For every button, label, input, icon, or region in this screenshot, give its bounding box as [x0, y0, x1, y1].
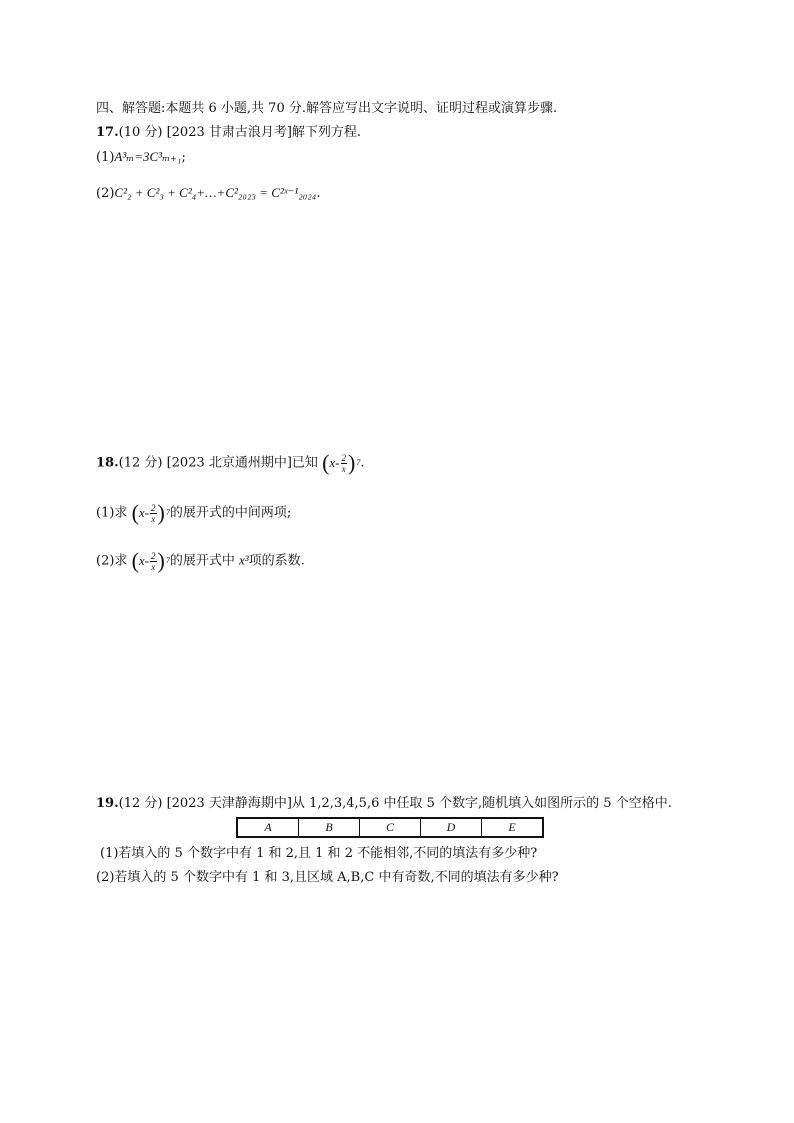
question-19-part-1: (1)若填入的 5 个数字中有 1 和 2,且 1 和 2 不能相邻,不同的填法有多少种? [100, 846, 538, 861]
question-18-part-2: (2)求 ( x- $\frac{2}{x}$ ) 7 的展开式中 x³项的系数. [96, 548, 305, 573]
question-17-number: 17. [96, 125, 119, 140]
part-label: (1) [96, 150, 115, 165]
part-end: . [316, 186, 321, 201]
question-18-part-1: (1)求 ( x- $\frac{2}{x}$ ) 7 的展开式的中间两项; [96, 500, 292, 525]
question-19-part-2: (2)若填入的 5 个数字中有 1 和 3,且区域 A,B,C 中有奇数,不同的填法有多少种? [96, 870, 559, 885]
equation-17-1: A³ₘ=3C³ₘ₊₁ [114, 149, 182, 164]
part-end: ; [181, 150, 186, 165]
binomial-expression: ( x- $\frac{2}{x}$ ) 7 [131, 500, 170, 525]
grid-cell-e: E [482, 818, 544, 837]
question-19-number: 19. [96, 796, 119, 811]
binomial-expression: ( x- $\frac{2}{x}$ ) 7 [322, 450, 361, 475]
section-header: 四、解答题:本题共 6 小题,共 70 分.解答应写出文字说明、证明过程或演算步骤. [96, 101, 558, 116]
question-19-stem [96, 795, 672, 813]
question-18-stem: 18.(12 分) [2023 北京通州期中]已知 ( x- $\frac{2}{x}$ ) 7 . [96, 450, 365, 475]
question-17-score-source: (10 分) [2023 甘肃古浪月考]解下列方程. [118, 125, 362, 140]
question-18-score-source: (12 分) [2023 北京通州期中]已知 [118, 455, 318, 471]
term-x-cubed: x³ [238, 552, 249, 568]
question-19-score-source: (12 分) [2023 天津静海期中]从 1,2,3,4,5,6 中任取 5 个数字,随机填入如图所示的 5 个空格中. [118, 796, 672, 811]
question-17-part-2 [96, 184, 320, 203]
grid-cell-b: B [299, 818, 360, 837]
grid-cell-c: C [360, 818, 421, 837]
question-17-part-1 [96, 148, 186, 167]
grid-cell-a: A [237, 818, 299, 837]
question-17-stem [96, 124, 361, 142]
part-label: (2) [96, 186, 115, 201]
binomial-expression: ( x- $\frac{2}{x}$ ) 7 [131, 548, 170, 573]
question-18-number: 18. [96, 455, 119, 471]
grid-cell-d: D [421, 818, 482, 837]
equation-17-2: C²₂ + C²₃ + C²₄+…+C²₂₀₂₃ = C²ˣ⁻¹₂₀₂₄ [114, 185, 317, 200]
answer-grid [236, 817, 544, 838]
